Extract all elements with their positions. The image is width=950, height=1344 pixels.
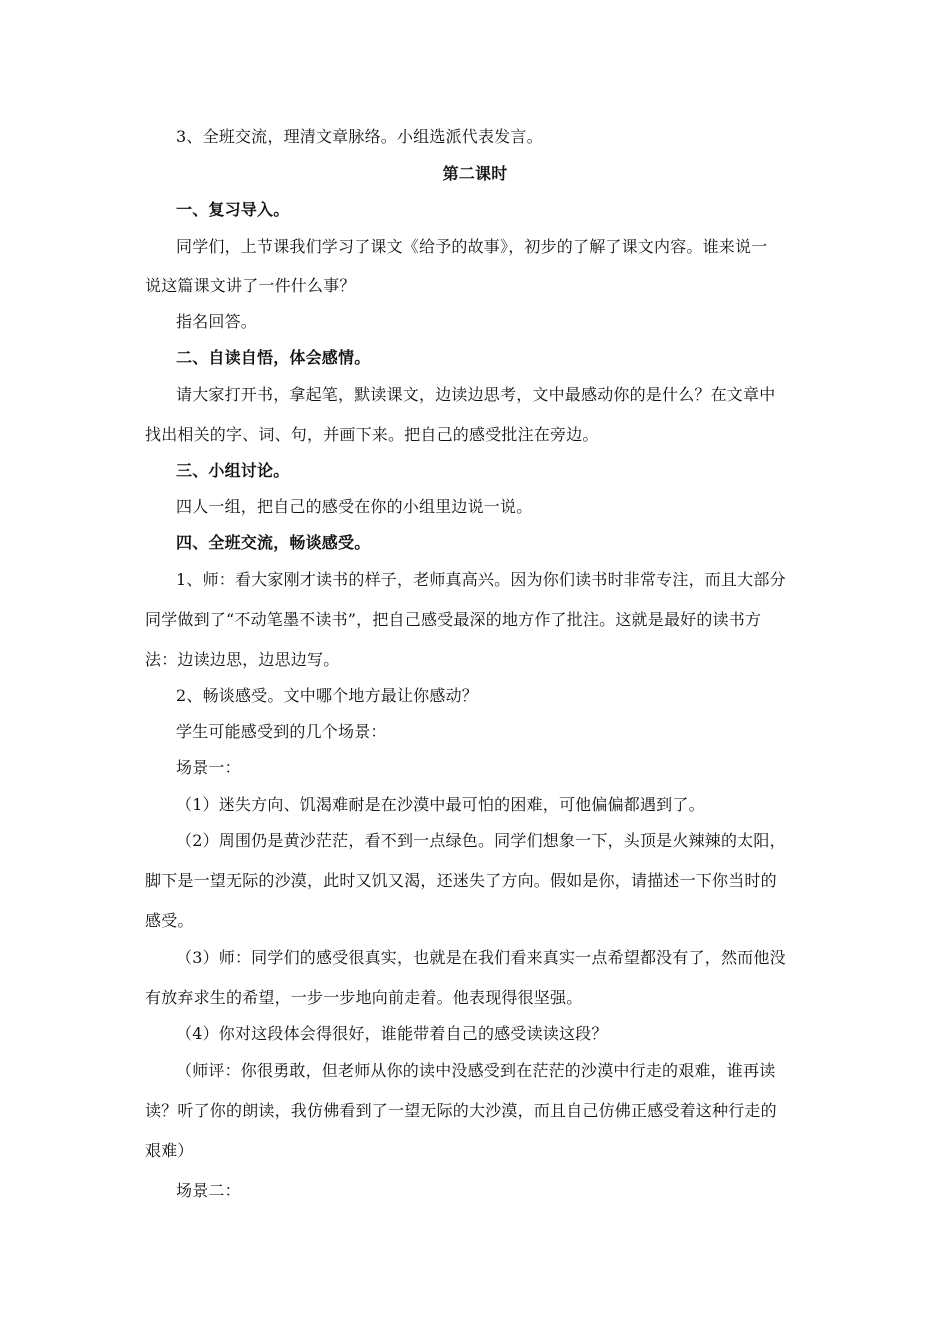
paragraph-line: 同学们，上节课我们学习了课文《给予的故事》，初步的了解了课文内容。谁来说一 xyxy=(176,237,768,256)
paragraph-line: 2、畅谈感受。文中哪个地方最让你感动？ xyxy=(176,686,478,705)
paragraph-line: 说这篇课文讲了一件什么事？ xyxy=(145,276,356,295)
section-heading: 二、自读自悟，体会感情。 xyxy=(176,348,371,367)
paragraph-line: 1、师：看大家刚才读书的样子，老师真高兴。因为你们读书时非常专注，而且大部分 xyxy=(176,570,786,589)
paragraph-line: 读？听了你的朗读，我仿佛看到了一望无际的大沙漠，而且自己仿佛正感受着这种行走的 xyxy=(145,1101,777,1120)
paragraph-line: （4）你对这段体会得很好，谁能带着自己的感受读读这段？ xyxy=(176,1024,608,1043)
paragraph-line: （3）师：同学们的感受很真实，也就是在我们看来真实一点希望都没有了，然而他没 xyxy=(176,948,786,967)
paragraph-line: （2）周围仍是黄沙茫茫，看不到一点绿色。同学们想象一下，头顶是火辣辣的太阳， xyxy=(176,831,786,850)
paragraph-line: 四人一组，把自己的感受在你的小组里边说一说。 xyxy=(176,497,533,516)
paragraph-line: 3、全班交流，理清文章脉络。小组选派代表发言。 xyxy=(176,127,543,146)
paragraph-line: 脚下是一望无际的沙漠，此时又饥又渴，还迷失了方向。假如是你，请描述一下你当时的 xyxy=(145,871,777,890)
paragraph-line: （师评：你很勇敢，但老师从你的读中没感受到在茫茫的沙漠中行走的艰难，谁再读 xyxy=(176,1061,776,1080)
section-heading: 一、复习导入。 xyxy=(176,200,290,219)
paragraph-line: 艰难） xyxy=(145,1141,194,1160)
paragraph-line: 找出相关的字、词、句，并画下来。把自己的感受批注在旁边。 xyxy=(145,425,599,444)
section-heading: 四、全班交流，畅谈感受。 xyxy=(176,533,371,552)
paragraph-line: 场景一： xyxy=(176,758,241,777)
section-title: 第二课时 xyxy=(442,164,508,183)
section-heading: 三、小组讨论。 xyxy=(176,461,290,480)
paragraph-line: （1）迷失方向、饥渴难耐是在沙漠中最可怕的困难，可他偏偏都遇到了。 xyxy=(176,795,705,814)
paragraph-line: 有放弃求生的希望，一步一步地向前走着。他表现得很坚强。 xyxy=(145,988,583,1007)
paragraph-line: 请大家打开书，拿起笔，默读课文，边读边思考，文中最感动你的是什么？在文章中 xyxy=(176,385,776,404)
paragraph-line: 学生可能感受到的几个场景： xyxy=(176,722,387,741)
paragraph-line: 法：边读边思，边思边写。 xyxy=(145,650,340,669)
paragraph-line: 指名回答。 xyxy=(176,312,258,331)
paragraph-line: 感受。 xyxy=(145,911,194,930)
paragraph-line: 同学做到了“不动笔墨不读书”，把自己感受最深的地方作了批注。这就是最好的读书方 xyxy=(145,610,762,629)
paragraph-line: 场景二： xyxy=(176,1181,241,1200)
